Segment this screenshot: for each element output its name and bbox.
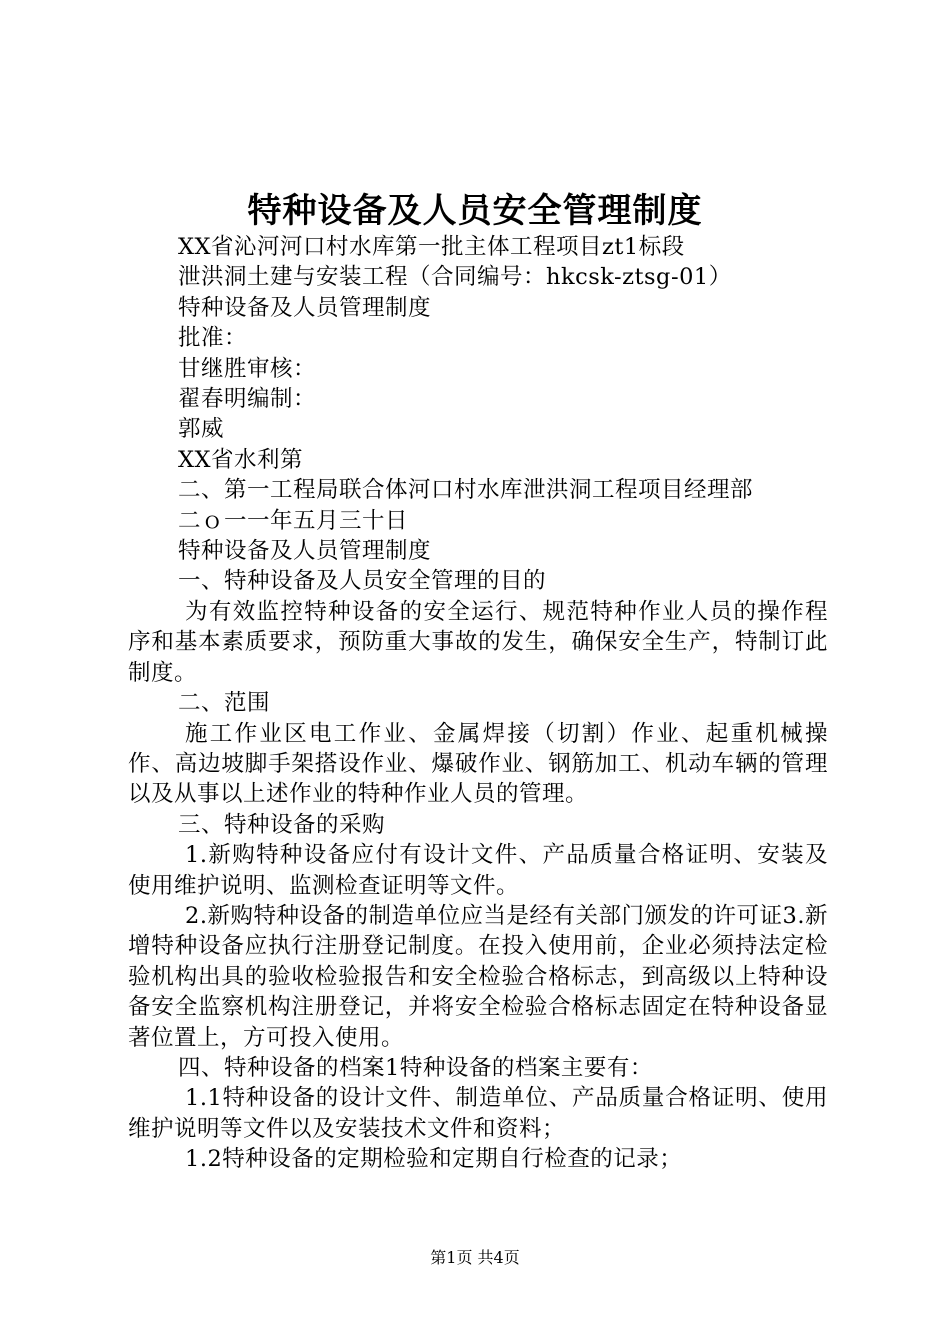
purchase-item-2: 2.新购特种设备的制造单位应当是经有关部门颁发的许可证3.新增特种设备应执行注册登记制度。在投入使用前，企业必须持法定检验机构出具的验收检验报告和安全检验合格标志，到高级以上特种设备安全监察机构注册登记，并将安全检验合格标志固定在特种设备显著位置上，方可投入使用。 [128, 902, 828, 1051]
org-line-1: XX省水利第 [178, 446, 304, 473]
approve-line: 批准： [178, 325, 248, 352]
project-line-1: XX省沁河河口村水库第一批主体工程项目zt1标段 [178, 234, 685, 260]
archive-item-1-1: 1.1特种设备的设计文件、制造单位、产品质量合格证明、使用维护说明等文件以及安装技术文件和资料； [128, 1085, 828, 1142]
page-footer: 第1页 共4页 [430, 1248, 520, 1267]
purchase-item-1: 1.新购特种设备应付有设计文件、产品质量合格证明、安装及使用维护说明、监测检查证明等文件。 [128, 842, 828, 899]
scope-paragraph: 施工作业区电工作业、金属焊接（切割）作业、起重机械操作、高边坡脚手架搭设作业、爆破作业、钢筋加工、机动车辆的管理以及从事以上述作业的特种作业人员的管理。 [128, 720, 828, 808]
section-heading-archive: 四、特种设备的档案1特种设备的档案主要有： [178, 1054, 653, 1081]
project-line-2: 泄洪洞土建与安装工程（合同编号：hkcsk-ztsg-01） [178, 264, 732, 291]
date-line: 二ｏ一一年五月三十日 [178, 507, 409, 534]
review-line: 甘继胜审核： [178, 355, 317, 382]
section-heading-purchase: 三、特种设备的采购 [178, 811, 386, 838]
doc-subtitle-2: 特种设备及人员管理制度 [178, 538, 432, 565]
org-line-2: 二、第一工程局联合体河口村水库泄洪洞工程项目经理部 [178, 477, 754, 504]
compiler-name: 郭威 [178, 416, 225, 443]
purpose-paragraph: 为有效监控特种设备的安全运行、规范特种作业人员的操作程序和基本素质要求，预防重大事故的发生，确保安全生产，特制订此制度。 [128, 598, 828, 686]
section-heading-scope: 二、范围 [178, 690, 271, 717]
section-heading-purpose: 一、特种设备及人员安全管理的目的 [178, 568, 547, 595]
document-title: 特种设备及人员安全管理制度 [247, 191, 703, 231]
archive-item-1-2: 1.2特种设备的定期检验和定期自行检查的记录； [185, 1146, 683, 1173]
document-body [128, 232, 828, 1175]
doc-subtitle: 特种设备及人员管理制度 [178, 294, 432, 321]
compile-line: 翟春明编制： [178, 386, 317, 413]
